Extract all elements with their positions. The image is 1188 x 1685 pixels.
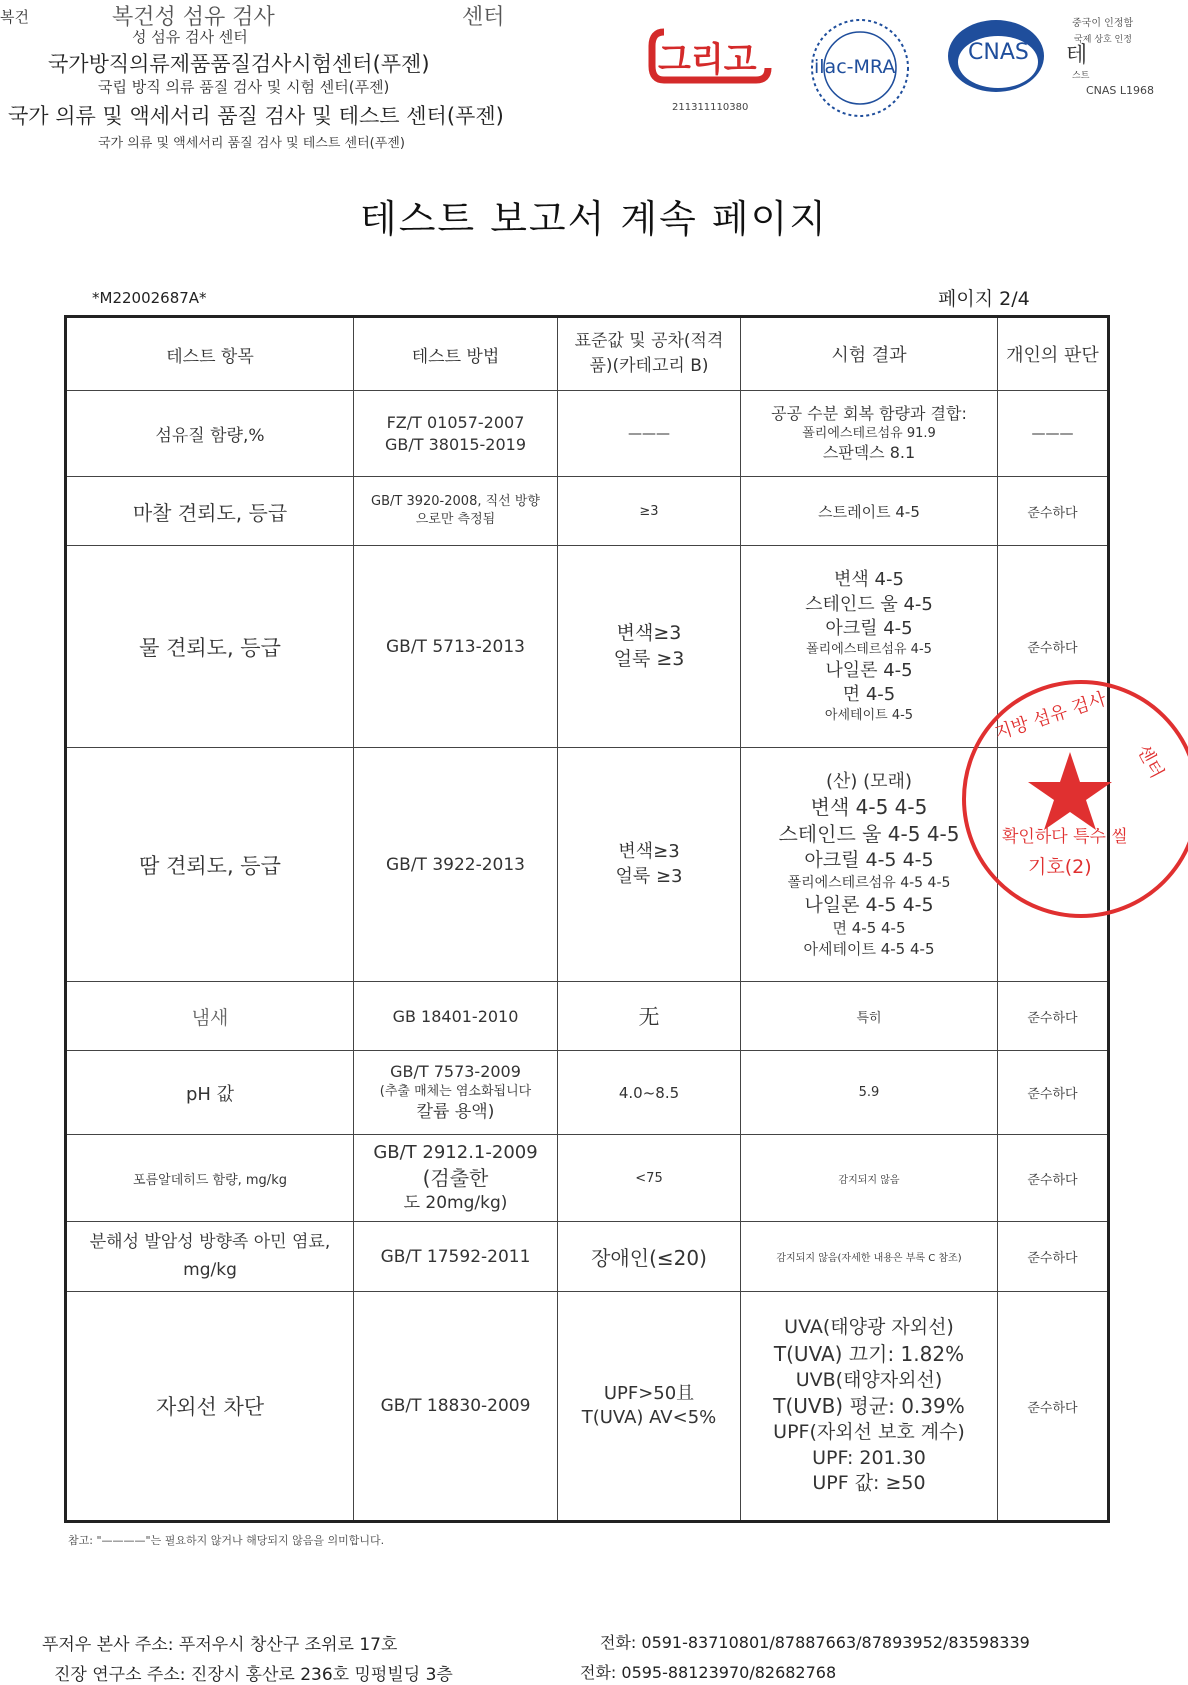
row-result-line: 나일론 4-5 (825, 659, 913, 681)
row-result-line: UVA(태양광 자외선) (784, 1315, 954, 1338)
table-row (66, 546, 1109, 748)
row-standard-line: 얼룩 ≥3 (613, 647, 685, 670)
row-method-line: FZ/T 01057-2007 (386, 412, 525, 432)
row-judgement: 준수하다 (998, 1222, 1109, 1292)
row-method: GB/T 3922-2013 (354, 748, 558, 982)
header-test-item: 테스트 항목 (66, 317, 354, 391)
table-row (66, 748, 1109, 982)
cma-logo (644, 24, 774, 88)
seal-mid-text: 확인하다 특수 씰 (1002, 827, 1128, 847)
row-standard-line: T(UVA) AV<5% (581, 1407, 717, 1428)
footer-address-hq: 푸저우 본사 주소: 푸저우시 창산구 조위로 17호 (42, 1635, 398, 1655)
table-row (66, 391, 1109, 477)
row-method-line: GB/T 2912.1-2009 (373, 1141, 538, 1163)
row-result-line: UPF 값: ≥50 (812, 1472, 926, 1495)
row-standard: 4.0~8.5 (558, 1051, 741, 1135)
table-row (66, 1051, 1109, 1135)
table-row (66, 477, 1109, 546)
cma-logo-text: 그리고 (658, 40, 757, 80)
row-item: 마찰 견뢰도, 등급 (66, 477, 354, 546)
table-row (66, 1222, 1109, 1292)
page-number: 페이지 2/4 (938, 288, 1030, 310)
header-line2: 성 섬유 검사 센터 (132, 28, 248, 46)
official-seal-stamp (962, 680, 1188, 918)
header-standard: 표준값 및 공차(적격품)(카테고리 B) (558, 317, 741, 391)
row-method-line: (추출 매체는 염소화됩니다 (379, 1084, 532, 1100)
row-result-line: (산) (모래) (826, 771, 912, 793)
row-method-line: 으로만 측정됨 (415, 512, 496, 527)
seal-right-text: 센터 (1132, 741, 1168, 782)
header-line5: 국가 의류 및 액세서리 품질 검사 및 테스트 센터(푸젠) (8, 104, 504, 128)
row-item: 냄새 (66, 982, 354, 1051)
cnas-suffix: 테 (1066, 43, 1088, 68)
row-result-line: T(UVB) 평균: 0.39% (773, 1394, 965, 1419)
table-header-row (66, 317, 1109, 391)
table-row (66, 1292, 1109, 1522)
header-line6: 국가 의류 및 액세서리 품질 검사 및 테스트 센터(푸젠) (98, 136, 405, 151)
row-item: 섬유질 함량,% (66, 391, 354, 477)
row-method: GB 18401-2010 (354, 982, 558, 1051)
row-result-line: 스판덱스 8.1 (822, 443, 916, 463)
row-method-line: 칼륨 용액) (416, 1101, 495, 1122)
row-result-line: 나일론 4-5 4-5 (804, 893, 934, 916)
cnas-text: CNAS (968, 40, 1029, 65)
row-result-line: 면 4-5 4-5 (832, 919, 906, 938)
ilac-mra-logo (808, 16, 912, 120)
table-row (66, 1135, 1109, 1222)
header-line1-suffix: 센터 (462, 5, 505, 30)
row-judgement: 준수하다 (998, 1292, 1109, 1522)
footnote: 참고: "————"는 필요하지 않거나 해당되지 않음을 의미합니다. (68, 1534, 385, 1547)
row-standard: ≥3 (558, 477, 741, 546)
row-standard-line: 얼룩 ≥3 (615, 865, 683, 887)
header-line1: 복건성 섬유 검사 (112, 5, 275, 30)
header-test-method: 테스트 방법 (354, 317, 558, 391)
row-judgement: ——— (998, 391, 1109, 477)
row-result-line: 아크릴 4-5 (825, 617, 913, 639)
row-result-line: 5.9 (741, 1051, 998, 1135)
seal-bottom-text: 기호(2) (1028, 856, 1092, 878)
header-judgement: 개인의 판단 (998, 317, 1109, 391)
row-result-line: 변색 4-5 4-5 (810, 795, 928, 820)
row-result-line: 폴리에스테르섬유 4-5 (806, 642, 932, 658)
cnas-note1: 중국이 인정함 (1072, 18, 1134, 29)
cnas-note3: 스트 (1072, 71, 1090, 81)
row-standard-line: UPF>50且 (603, 1382, 695, 1404)
table-row (66, 982, 1109, 1051)
row-result-line: 스트레이트 4-5 (741, 477, 998, 546)
row-result-line: 면 4-5 (842, 683, 896, 705)
ilac-text: ilac-MRA (814, 56, 896, 78)
row-method: GB/T 5713-2013 (354, 546, 558, 748)
row-result-line: 감지되지 않음(자세한 내용은 부록 C 참조) (741, 1222, 998, 1292)
page-title: 테스트 보고서 계속 페이지 (359, 197, 829, 241)
row-judgement: 준수하다 (998, 982, 1109, 1051)
row-method-line: 도 20mg/kg) (403, 1193, 508, 1214)
row-result-line: UPF: 201.30 (812, 1446, 926, 1469)
row-method-line: GB/T 7573-2009 (390, 1062, 521, 1082)
row-method-line: GB/T 3920-2008, 직선 방향 (371, 494, 540, 510)
row-item: 물 견뢰도, 등급 (66, 546, 354, 748)
cnas-logo (946, 16, 1056, 96)
row-result-line: 아세테이트 4-5 (824, 708, 914, 724)
cnas-note2: 국제 상호 인정 (1074, 35, 1132, 45)
row-result-line: 아세테이트 4-5 4-5 (803, 939, 935, 958)
footer-phone-jinjiang: 전화: 0595-88123970/82682768 (580, 1663, 837, 1682)
row-method: GB/T 18830-2009 (354, 1292, 558, 1522)
row-item: 포름알데히드 함량, mg/kg (66, 1135, 354, 1222)
row-result-line: T(UVA) 끄기: 1.82% (773, 1341, 965, 1366)
row-result-line: 변색 4-5 (834, 569, 904, 591)
row-result-line: UPF(자외선 보호 계수) (773, 1421, 965, 1444)
row-judgement: 준수하다 (998, 1135, 1109, 1222)
report-number: *M22002687A* (92, 289, 207, 307)
row-standard: ——— (558, 391, 741, 477)
row-judgement: 준수하다 (998, 546, 1109, 748)
row-result-line: 아크릴 4-5 4-5 (804, 849, 934, 872)
row-judgement: 준수하다 (998, 477, 1109, 546)
row-result-line: UVB(태양자외선) (795, 1368, 943, 1391)
footer-address-jinjiang: 진장 연구소 주소: 진장시 홍산로 236호 밍펑빌딩 3층 (54, 1665, 453, 1685)
row-result-line: 스테인드 울 4-5 4-5 (778, 822, 960, 847)
row-item: 자외선 차단 (66, 1292, 354, 1522)
row-standard-line: 변색≥3 (618, 841, 680, 863)
row-method-line: GB/T 38015-2019 (384, 434, 526, 454)
test-results-table (64, 315, 1110, 1523)
row-result-line: 스테인드 울 4-5 (805, 593, 933, 615)
header-line4: 국립 방직 의류 품질 검사 및 시험 센터(푸젠) (98, 78, 390, 96)
row-result-line: 폴리에스테르섬유 4-5 4-5 (787, 874, 951, 891)
row-standard-line: 변색≥3 (616, 621, 682, 644)
seal-top-text: 지방 섬유 검사 (992, 688, 1109, 745)
header-left-fragment: 복건 (0, 8, 29, 26)
row-standard: <75 (558, 1135, 741, 1222)
row-item: 분해성 발암성 방향족 아민 염료, mg/kg (66, 1222, 354, 1292)
row-result-line: 폴리에스테르섬유 91.9 (802, 425, 936, 441)
footer-phone-hq: 전화: 0591-83710801/87887663/87893952/83598339 (600, 1633, 1030, 1652)
row-judgement: 준수하다 (998, 1051, 1109, 1135)
cma-number: 211311110380 (672, 102, 749, 113)
header-result: 시험 결과 (741, 317, 998, 391)
row-item: 땀 견뢰도, 등급 (66, 748, 354, 982)
row-result-line: 감지되지 않음 (741, 1135, 998, 1222)
cnas-number: CNAS L1968 (1086, 84, 1155, 97)
row-method: GB/T 17592-2011 (354, 1222, 558, 1292)
row-method-line: (검출한 (422, 1166, 489, 1191)
row-standard: 장애인(≤20) (558, 1222, 741, 1292)
row-standard: 无 (558, 982, 741, 1051)
header-line3: 국가방직의류제품품질검사시험센터(푸젠) (48, 52, 430, 76)
row-result-line: 공공 수분 회복 함량과 결합: (771, 404, 967, 424)
row-result-line: 특히 (741, 982, 998, 1051)
row-item: pH 값 (66, 1051, 354, 1135)
